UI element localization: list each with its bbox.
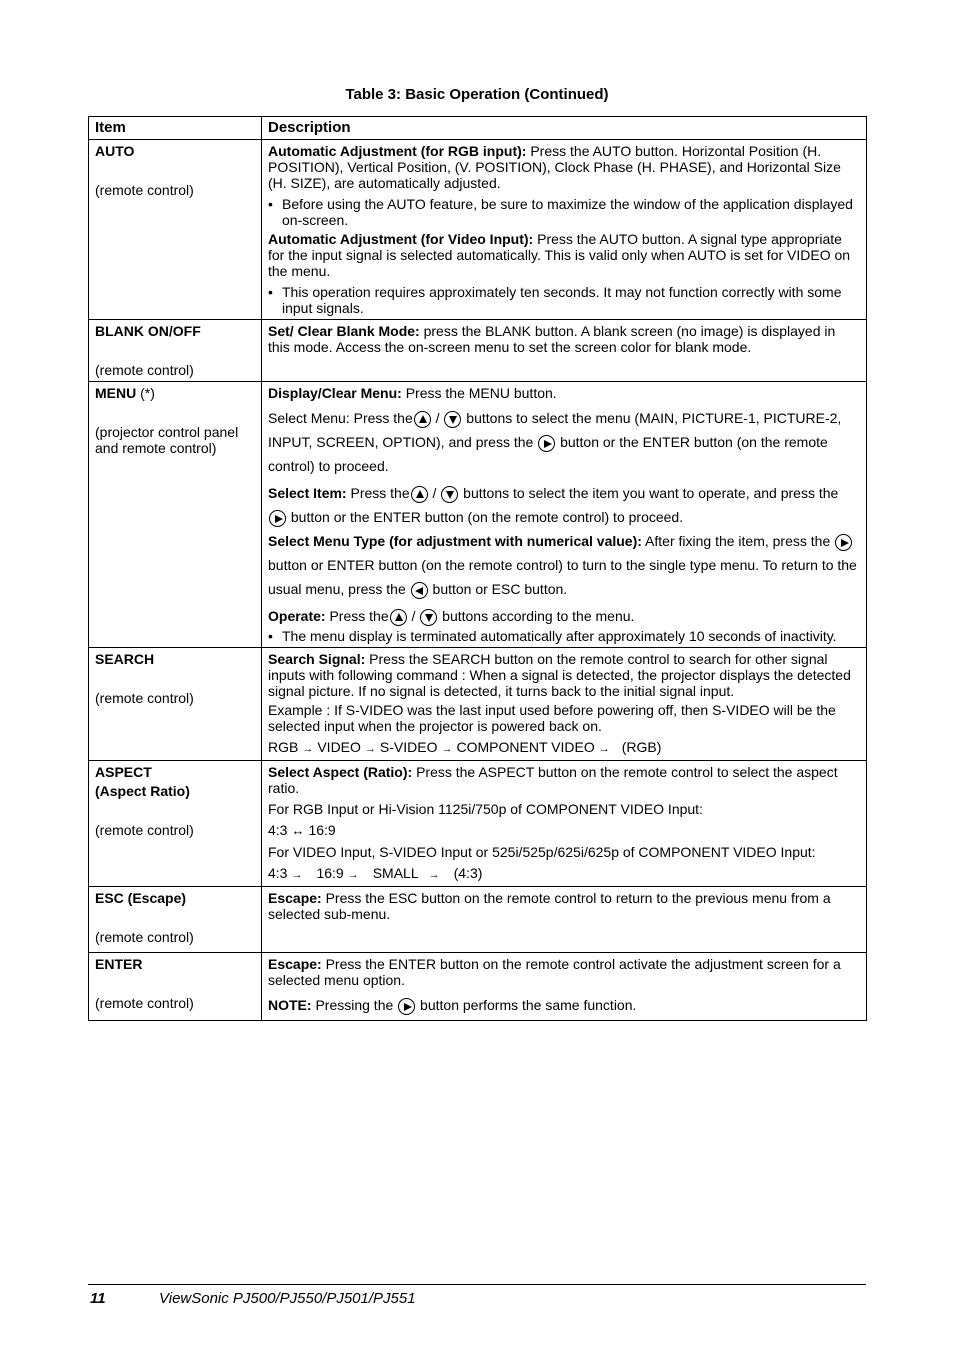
slash-text: / (431, 410, 444, 426)
paragraph (268, 323, 860, 355)
double-arrow-icon: ↔ (291, 823, 305, 838)
paragraph-text: Select Menu: Press the (268, 410, 413, 426)
slash-text: / (407, 608, 420, 624)
paragraph (268, 764, 860, 796)
right-arrow-button-icon (538, 435, 555, 452)
paragraph (268, 651, 860, 699)
item-name: ENTER (95, 956, 143, 972)
item-name-suffix: (*) (136, 385, 155, 401)
paragraph (268, 406, 860, 478)
item-name: ESC (Escape) (95, 890, 187, 906)
footer-title: ViewSonic PJ500/PJ550/PJ501/PJ551 (159, 1290, 416, 1307)
paragraph-text: button or ENTER button (on the remote control) to turn to the single type menu. To return to the usual menu, press the (268, 557, 857, 597)
right-arrow-button-icon (398, 998, 415, 1015)
paragraph-lead: Escape: (268, 956, 322, 972)
paragraph-text: Press the ESC button on the remote control to return to the previous menu from a selected sub-menu. (268, 890, 831, 922)
right-arrow-button-icon (835, 534, 852, 551)
item-note: (remote control) (95, 182, 194, 198)
paragraph (268, 231, 860, 279)
up-arrow-button-icon (414, 411, 431, 428)
sequence-step: (RGB) (621, 739, 662, 755)
paragraph-text: Press the (346, 485, 410, 501)
item-name: ASPECT (95, 764, 152, 780)
item-cell (89, 887, 262, 953)
paragraph (268, 604, 860, 628)
paragraph-text: Press the AUTO button. Horizontal Position (H. POSITION), Vertical Position, (V. POSITION), Clock Phase (H. PHASE), and Horizontal Size (H. SIZE), are automatically adjusted. (268, 143, 841, 191)
down-arrow-button-icon (441, 486, 458, 503)
paragraph-text: Press the MENU button. (401, 385, 557, 401)
paragraph-lead: Automatic Adjustment (for Video Input): (268, 231, 534, 247)
item-name: BLANK ON/OFF (95, 323, 201, 339)
paragraph: Example : If S-VIDEO was the last input used before powering off, then S-VIDEO will be the selected input when the projector is powered back on. (268, 702, 836, 734)
paragraph-text: After fixing the item, press the (641, 533, 835, 549)
arrow-icon: → (291, 869, 303, 881)
search-sequence (268, 739, 860, 757)
paragraph-text: press the BLANK button. A blank screen (no image) is displayed in this mode. Access the on-screen menu to set the screen color for blank mode. (268, 323, 836, 355)
item-cell (89, 382, 262, 648)
table-header-row (89, 117, 867, 140)
description-cell (262, 648, 867, 761)
description-cell (262, 320, 867, 382)
item-name: AUTO (95, 143, 135, 159)
arrow-icon: → (598, 743, 610, 755)
sequence-step: RGB (268, 739, 299, 755)
table-row-esc (89, 887, 867, 953)
sequence-step: 16:9 (308, 822, 336, 838)
item-cell (89, 761, 262, 887)
item-note: (remote control) (95, 929, 194, 945)
note-paragraph (268, 993, 860, 1017)
paragraph (268, 143, 860, 191)
paragraph-lead: Select Aspect (Ratio): (268, 764, 413, 780)
item-cell (89, 953, 262, 1021)
bullet-item: • Before using the AUTO feature, be sure to maximize the window of the application displayed on-screen. (268, 196, 860, 228)
paragraph-text: button or ESC button. (428, 581, 568, 597)
sequence-step: S-VIDEO (379, 739, 438, 755)
paragraph-lead: Search Signal: (268, 651, 366, 667)
description-cell (262, 887, 867, 953)
item-cell (89, 140, 262, 320)
arrow-icon: → (347, 869, 359, 881)
paragraph-lead: Select Item: (268, 485, 347, 501)
description-cell (262, 761, 867, 887)
arrow-icon: → (441, 743, 453, 755)
paragraph (268, 890, 860, 922)
paragraph-text: buttons according to the menu. (438, 608, 635, 624)
paragraph (268, 385, 860, 401)
paragraph: For VIDEO Input, S-VIDEO Input or 525i/525p/625i/625p of COMPONENT VIDEO Input: (268, 844, 816, 860)
table-row-menu (89, 382, 867, 648)
item-note: (remote control) (95, 690, 194, 706)
paragraph-lead: Operate: (268, 608, 326, 624)
header-description: Description (262, 117, 867, 140)
paragraph-text: button or the ENTER button (on the remote control) to proceed. (268, 434, 828, 474)
item-note: (remote control) (95, 822, 194, 838)
aspect-sequence-rgb (268, 822, 860, 839)
paragraph-text: buttons to select the item you want to operate, and press the (459, 485, 839, 501)
sequence-step: 4:3 (268, 865, 288, 881)
sequence-step: 16:9 (316, 865, 344, 881)
table-row-search (89, 648, 867, 761)
description-cell (262, 953, 867, 1021)
paragraph-text: button or the ENTER button (on the remote control) to proceed. (287, 509, 684, 525)
right-arrow-button-icon (269, 510, 286, 527)
page-number: 11 (90, 1290, 106, 1307)
paragraph-lead: Automatic Adjustment (for RGB input): (268, 143, 527, 159)
table-row-auto (89, 140, 867, 320)
table-row-aspect (89, 761, 867, 887)
description-cell (262, 382, 867, 648)
paragraph-text: buttons to select the menu (MAIN, PICTURE-1, PICTURE-2, INPUT, SCREEN, OPTION), and press the (268, 410, 842, 450)
header-item: Item (89, 117, 262, 140)
paragraph-text: button performs the same function. (416, 997, 637, 1013)
paragraph-lead: Set/ Clear Blank Mode: (268, 323, 420, 339)
left-arrow-button-icon (411, 582, 428, 599)
table-row-blank (89, 320, 867, 382)
item-cell (89, 320, 262, 382)
sequence-step: VIDEO (317, 739, 361, 755)
item-note: (remote control) (95, 995, 194, 1011)
paragraph-text: Press the (325, 608, 389, 624)
paragraph-lead: Select Menu Type (for adjustment with numerical value): (268, 533, 642, 549)
table-row-enter (89, 953, 867, 1021)
paragraph-text: Press the ENTER button on the remote control activate the adjustment screen for a selected menu option. (268, 956, 841, 988)
arrow-icon: → (364, 743, 376, 755)
table-caption: Table 3: Basic Operation (Continued) (345, 86, 609, 103)
paragraph-lead: NOTE: (268, 997, 312, 1013)
up-arrow-button-icon (411, 486, 428, 503)
paragraph-text: Pressing the (311, 997, 398, 1013)
up-arrow-button-icon (390, 609, 407, 626)
description-cell (262, 140, 867, 320)
sequence-step: COMPONENT VIDEO (456, 739, 595, 755)
paragraph-lead: Display/Clear Menu: (268, 385, 402, 401)
item-name: SEARCH (95, 651, 155, 667)
paragraph-lead: Escape: (268, 890, 322, 906)
item-note: (projector control panel and remote control) (95, 424, 239, 456)
slash-text: / (428, 485, 441, 501)
paragraph (268, 529, 860, 601)
arrow-icon: → (428, 869, 440, 881)
item-subtitle: (Aspect Ratio) (95, 783, 190, 799)
paragraph (268, 481, 860, 529)
bullet-item: • The menu display is terminated automatically after approximately 10 seconds of inactivity. (268, 628, 860, 644)
arrow-icon: → (302, 743, 314, 755)
bullet-item: • This operation requires approximately ten seconds. It may not function correctly with some input signals. (268, 284, 860, 316)
paragraph (268, 956, 860, 988)
sequence-step: (4:3) (453, 865, 483, 881)
footer-divider (88, 1284, 866, 1285)
paragraph-text: Press the AUTO button. A signal type appropriate for the input signal is selected automatically. This is valid only when AUTO is set for VIDEO on the menu. (268, 231, 851, 279)
down-arrow-button-icon (420, 609, 437, 626)
paragraph: For RGB Input or Hi-Vision 1125i/750p of COMPONENT VIDEO Input: (268, 801, 703, 817)
down-arrow-button-icon (444, 411, 461, 428)
aspect-sequence-video (268, 865, 860, 883)
item-name-line (95, 385, 255, 401)
paragraph-text: Press the ASPECT button on the remote control to select the aspect ratio. (268, 764, 838, 796)
paragraph-text: Press the SEARCH button on the remote control to search for other signal inputs with following command : When a signal is detected, the projector displays the detected signal picture. If no signal is detected, it turns back to the initial signal input. (268, 651, 851, 699)
basic-operation-table (88, 116, 867, 1021)
item-cell (89, 648, 262, 761)
sequence-step: 4:3 (268, 822, 288, 838)
item-note: (remote control) (95, 362, 194, 378)
sequence-step: SMALL (372, 865, 419, 881)
item-name: MENU (95, 385, 137, 401)
